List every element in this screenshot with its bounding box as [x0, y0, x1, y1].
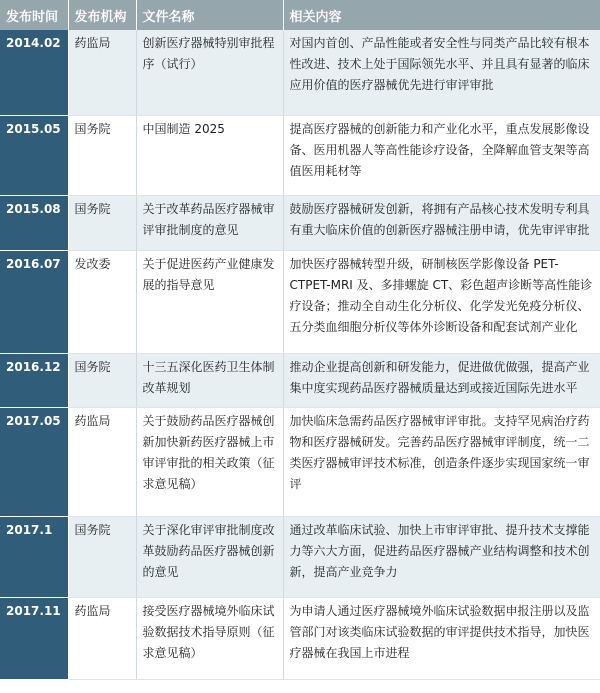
row-issuer: 国务院	[68, 353, 136, 407]
row-content: 加快医疗器械转型升级，研制核医学影像设备 PET-CTPET-MRI 及、多排螺旋 CT、彩色超声诊断等高性能诊疗设备；推动全自动生化分析仪、化学发光免疫分析仪、五分类血细胞分析仪等体外诊断设备和配套试剂产业化	[283, 250, 600, 353]
header-content: 相关内容	[289, 9, 342, 25]
row-date: 2016.12	[0, 353, 68, 407]
row-content: 为申请人通过医疗器械境外临床试验数据申报注册以及监管部门对该类临床试验数据的审评提供技术指导，加快医疗器械在我国上市进程	[283, 597, 600, 679]
header-row	[0, 0, 600, 30]
row-doc: 中国制造 2025	[136, 115, 283, 195]
row-issuer: 药监局	[68, 407, 136, 516]
table-row	[0, 353, 600, 407]
table-row	[0, 115, 600, 195]
row-issuer: 国务院	[68, 516, 136, 597]
row-doc: 关于促进医药产业健康发展的指导意见	[136, 250, 283, 353]
row-date: 2017.11	[0, 597, 68, 679]
row-content: 加快临床急需药品医疗器械审评审批。支持罕见病治疗药物和医疗器械研发。完善药品医疗器械审评制度，统一二类医疗器械审评技术标准，创造条件逐步实现国家统一审评	[283, 407, 600, 516]
header-date: 发布时间	[0, 0, 68, 30]
row-doc: 创新医疗器械特别审批程序（试行）	[136, 30, 283, 115]
row-date: 2016.07	[0, 250, 68, 353]
row-content: 通过改革临床试验、加快上市审评审批、提升技术支撑能力等六大方面，促进药品医疗器械产业结构调整和技术创新，提高产业竞争力	[283, 516, 600, 597]
row-issuer: 药监局	[68, 597, 136, 679]
row-date: 2015.05	[0, 115, 68, 195]
table-row	[0, 250, 600, 353]
table-header	[0, 0, 600, 30]
row-issuer: 国务院	[68, 195, 136, 250]
row-doc: 接受医疗器械境外临床试验数据技术指导原则（征求意见稿）	[136, 597, 283, 679]
row-date: 2017.05	[0, 407, 68, 516]
row-doc: 关于改革药品医疗器械审评审批制度的意见	[136, 195, 283, 250]
table-row	[0, 195, 600, 250]
table-row	[0, 516, 600, 597]
header-issuer: 发布机构	[68, 0, 136, 30]
table-row	[0, 597, 600, 679]
row-date: 2017.1	[0, 516, 68, 597]
row-content: 提高医疗器械的创新能力和产业化水平，重点发展影像设备、医用机器人等高性能诊疗设备，全降解血管支架等高值医用耗材等	[283, 115, 600, 195]
table-row	[0, 407, 600, 516]
row-issuer: 药监局	[68, 30, 136, 115]
row-issuer: 国务院	[68, 115, 136, 195]
row-content: 对国内首创、产品性能或者安全性与同类产品比较有根本性改进、技术上处于国际领先水平、并且具有显著的临床应用价值的医疗器械优先进行审评审批	[283, 30, 600, 115]
row-content: 鼓励医疗器械研发创新，将拥有产品核心技术发明专利具有重大临床价值的创新医疗器械注册申请，优先审评审批	[283, 195, 600, 250]
table-body	[0, 30, 600, 679]
header-doc: 文件名称	[136, 0, 283, 30]
table-row	[0, 30, 600, 115]
row-content: 推动企业提高创新和研发能力，促进做优做强，提高产业集中度实现药品医疗器械质量达到或接近国际先进水平	[283, 353, 600, 407]
row-date: 2015.08	[0, 195, 68, 250]
row-date: 2014.02	[0, 30, 68, 115]
row-doc: 十三五深化医药卫生体制改革规划	[136, 353, 283, 407]
row-doc: 关于深化审评审批制度改革鼓励药品医疗器械创新的意见	[136, 516, 283, 597]
row-doc: 关于鼓励药品医疗器械创新加快新药医疗器械上市审评审批的相关政策（征求意见稿）	[136, 407, 283, 516]
row-issuer: 发改委	[68, 250, 136, 353]
